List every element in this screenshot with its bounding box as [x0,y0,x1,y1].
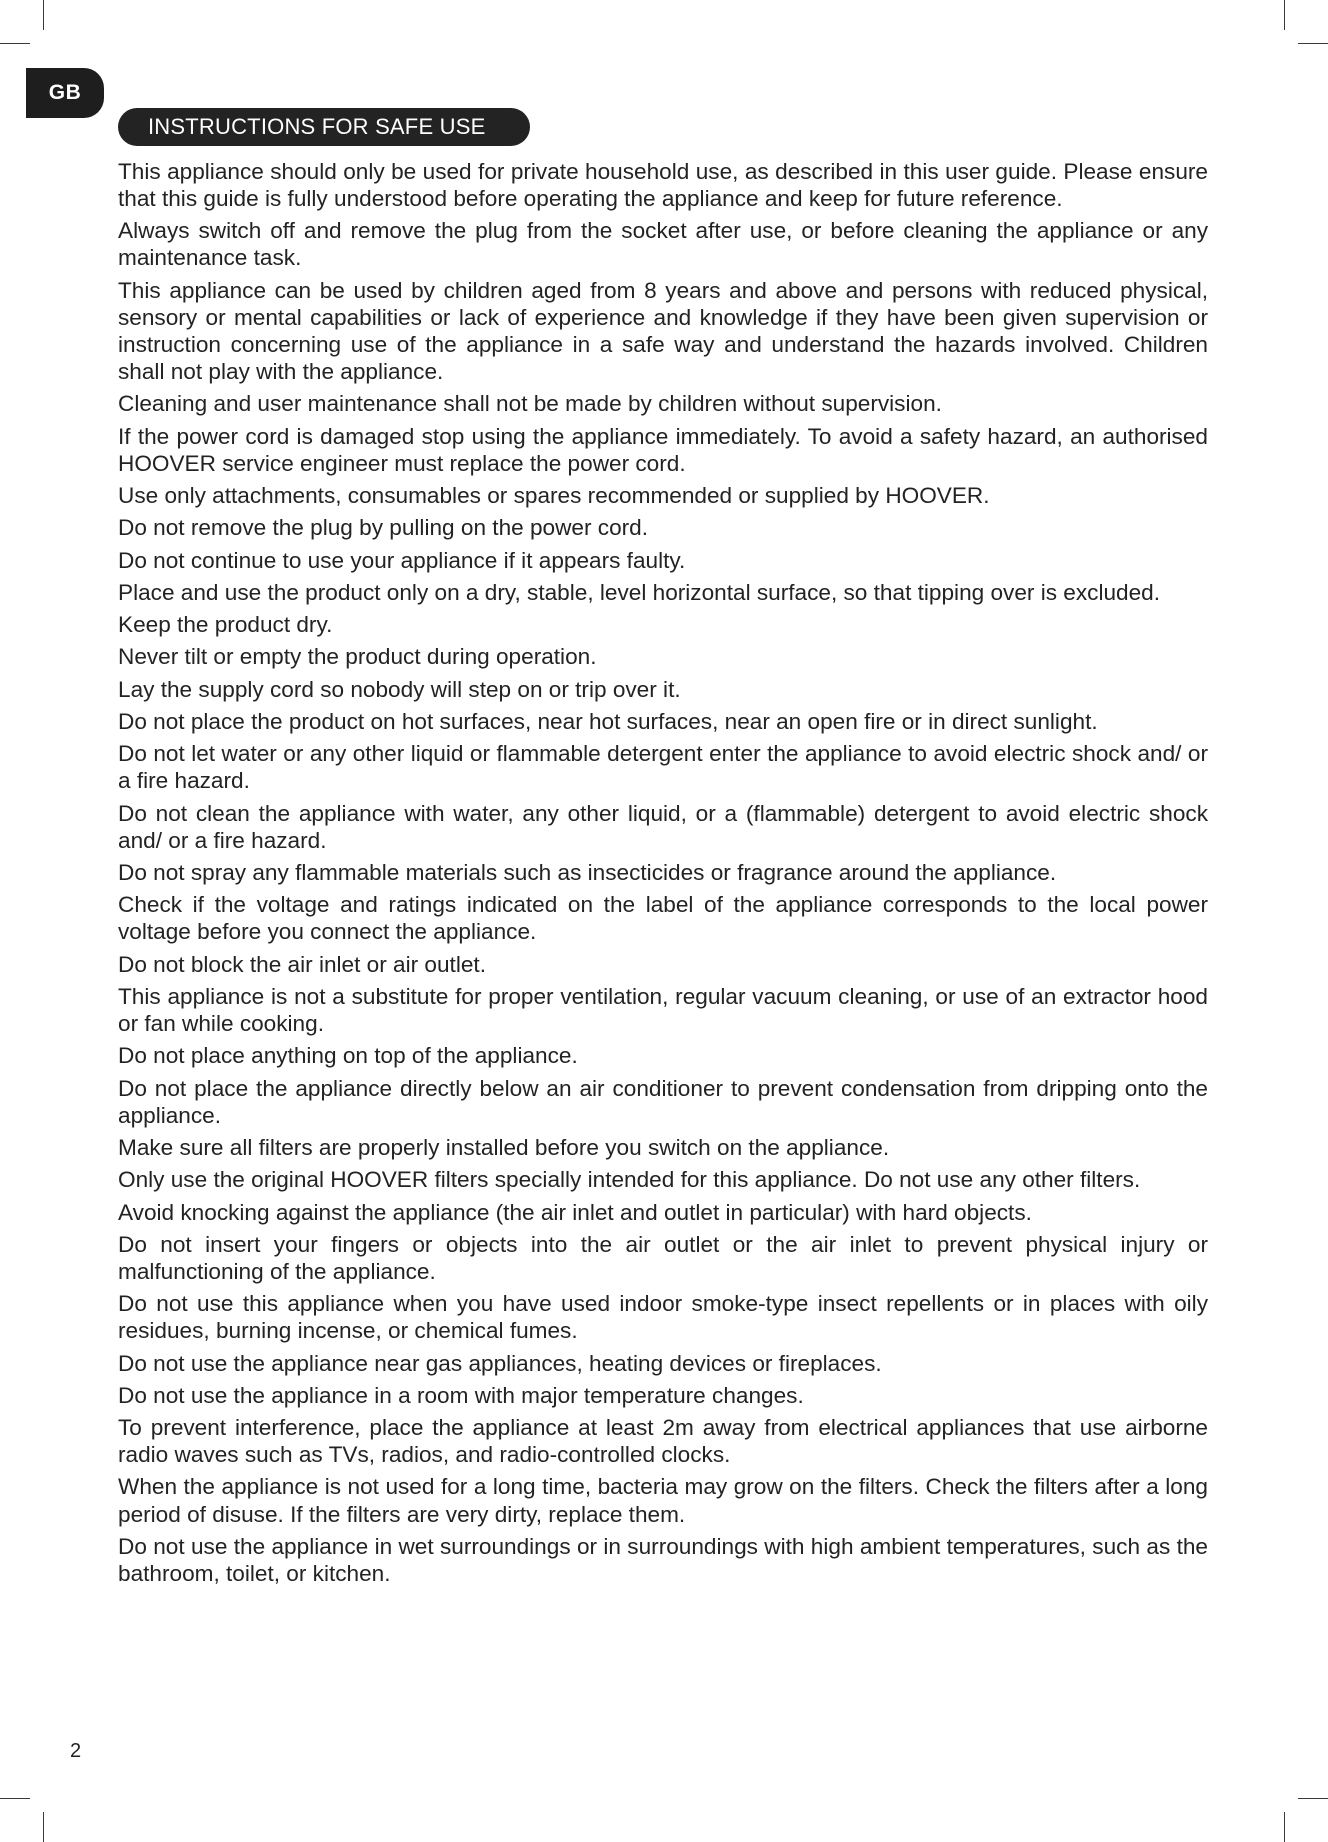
page-number: 2 [70,1740,82,1762]
paragraph: When the appliance is not used for a long time, bacteria may grow on the filters. Check the filters after a long period of disuse. If the filters are very dirty, replace them. [118,1474,1208,1527]
paragraph: Use only attachments, consumables or spares recommended or supplied by HOOVER. [118,482,990,508]
section-heading: INSTRUCTIONS FOR SAFE USE [118,108,530,146]
paragraph: Make sure all filters are properly installed before you switch on the appliance. [118,1134,890,1160]
paragraph: This appliance should only be used for private household use, as described in this user guide. Please ensure that this guide is fully understood before operating the appliance and keep for future reference. [118,159,1208,212]
paragraph: This appliance is not a substitute for proper ventilation, regular vacuum cleaning, or use of an extractor hood or fan while cooking. [118,983,1208,1036]
paragraph: Do not continue to use your appliance if it appears faulty. [118,547,686,573]
crop-mark-bottom-left-horizontal [0,1798,30,1799]
paragraph: Never tilt or empty the product during operation. [118,644,597,670]
paragraph: Do not let water or any other liquid or flammable detergent enter the appliance to avoid electric shock and/ or a fire hazard. [118,741,1208,794]
crop-mark-bottom-right-horizontal [1298,1798,1328,1799]
crop-mark-top-left-horizontal [0,43,30,44]
paragraph: To prevent interference, place the appliance at least 2m away from electrical appliances that use airborne radio waves such as TVs, radios, and radio-controlled clocks. [118,1415,1208,1468]
paragraph: Lay the supply cord so nobody will step on or trip over it. [118,676,681,702]
paragraph: Do not use the appliance in a room with major temperature changes. [118,1382,804,1408]
paragraph: Do not use the appliance near gas appliances, heating devices or fireplaces. [118,1350,882,1376]
paragraph: Do not clean the appliance with water, any other liquid, or a (flammable) detergent to avoid electric shock and/ or a fire hazard. [118,800,1208,853]
crop-mark-top-left-vertical [43,0,44,30]
paragraph: Check if the voltage and ratings indicated on the label of the appliance corresponds to the local power voltage before you connect the appliance. [118,892,1208,945]
crop-mark-top-right-vertical [1284,0,1285,30]
crop-mark-top-right-horizontal [1298,43,1328,44]
instructions-body [118,158,1208,1592]
paragraph: Keep the product dry. [118,612,333,638]
paragraph: Do not place the appliance directly below an air conditioner to prevent condensation from dripping onto the appliance. [118,1075,1208,1128]
paragraph: Cleaning and user maintenance shall not be made by children without supervision. [118,391,942,417]
paragraph: Do not remove the plug by pulling on the power cord. [118,515,649,541]
crop-mark-bottom-right-vertical [1284,1812,1285,1842]
paragraph: This appliance can be used by children aged from 8 years and above and persons with reduced physical, sensory or mental capabilities or lack of experience and knowledge if they have been given supervision or instruction concerning use of the appliance in a safe way and understand the hazards involved. Children shall not play with the appliance. [118,277,1208,385]
paragraph: Place and use the product only on a dry, stable, level horizontal surface, so that tipping over is excluded. [118,579,1161,605]
paragraph: Do not insert your fingers or objects into the air outlet or the air inlet to prevent physical injury or malfunctioning of the appliance. [118,1231,1208,1284]
language-tab: GB [26,68,104,118]
paragraph: Do not use this appliance when you have used indoor smoke-type insect repellents or in places with oily residues, burning incense, or chemical fumes. [118,1291,1208,1344]
paragraph: Do not block the air inlet or air outlet. [118,951,486,977]
paragraph: Do not place anything on top of the appliance. [118,1043,578,1069]
paragraph: Do not spray any flammable materials such as insecticides or fragrance around the appliance. [118,859,1057,885]
paragraph: Always switch off and remove the plug from the socket after use, or before cleaning the appliance or any maintenance task. [118,218,1208,271]
paragraph: If the power cord is damaged stop using the appliance immediately. To avoid a safety hazard, an authorised HOOVER service engineer must replace the power cord. [118,423,1208,476]
paragraph: Only use the original HOOVER filters specially intended for this appliance. Do not use any other filters. [118,1167,1141,1193]
paragraph: Avoid knocking against the appliance (the air inlet and outlet in particular) with hard objects. [118,1199,1032,1225]
crop-mark-bottom-left-vertical [43,1812,44,1842]
paragraph: Do not place the product on hot surfaces, near hot surfaces, near an open fire or in direct sunlight. [118,708,1098,734]
paragraph: Do not use the appliance in wet surroundings or in surroundings with high ambient temperatures, such as the bathroom, toilet, or kitchen. [118,1533,1208,1586]
